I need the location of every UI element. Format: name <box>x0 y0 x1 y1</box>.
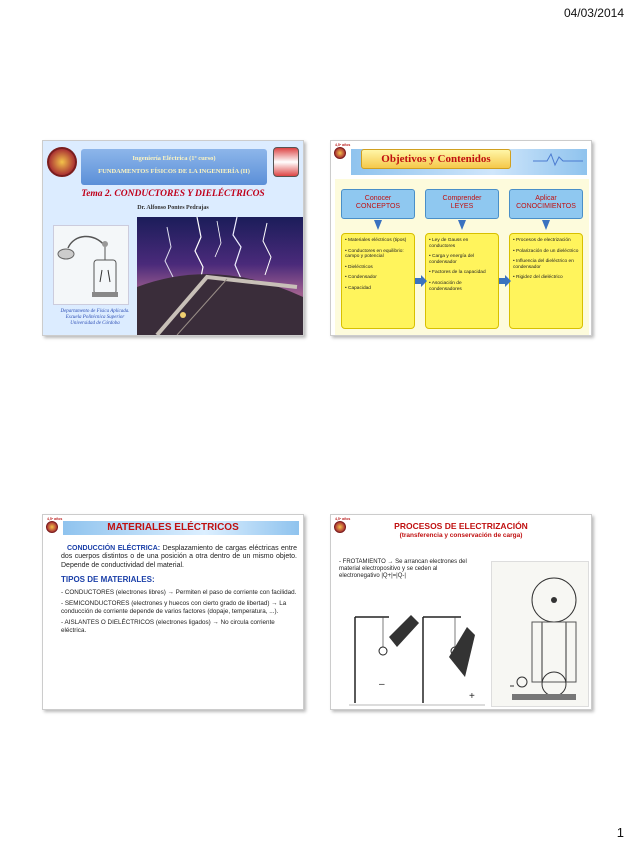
print-date: 04/03/2014 <box>563 6 624 20</box>
definition-paragraph: CONDUCCIÓN ELÉCTRICA: Desplazamiento de cargas eléctricas entre dos cuerpos distintos o de una posición a otra dentro de un mismo objeto. Depende de conductividad del material. <box>61 545 297 569</box>
list-item: • Polarización de un dieléctrico <box>513 248 579 254</box>
arrow-down-icon <box>458 220 466 230</box>
wimshurst-machine-illustration <box>491 561 589 707</box>
heartbeat-icon <box>533 151 583 167</box>
list-item: • Procesos de electrización <box>513 238 571 243</box>
heading-conocimientos: Aplicar CONOCIMIENTOS <box>509 189 583 219</box>
list-item: • Dieléctricos <box>345 264 373 270</box>
svg-text:+: + <box>469 691 475 702</box>
laws-box <box>425 233 499 329</box>
slide-3-materials <box>42 514 304 710</box>
list-item: • Ley de Gauss en conductores <box>429 238 469 249</box>
heading-leyes: Comprender LEYES <box>425 189 499 219</box>
list-item: - AISLANTES O DIELÉCTRICOS (electrones ligados) → No circula corriente eléctrica. <box>61 619 275 634</box>
list-item: • Condensador <box>345 275 377 281</box>
department-info: Departamento de Física Aplicada. Escuela Politécnica Superior Universidad de Córdoba <box>60 309 130 326</box>
slide-body <box>61 545 297 639</box>
friction-text: - FROTAMIENTO → Se arrancan electrones del material electropositivo y se ceden al electronegativo |Q+|=|Q-| <box>339 559 467 580</box>
list-item: - SEMICONDUCTORES (electrones y huecos con cierto grado de libertad) → La conducción de corriente depende de varios factores (dopaje, temperatura, ...). <box>61 600 287 615</box>
knowledge-box <box>509 233 583 329</box>
course-banner <box>81 149 267 185</box>
subheading: TIPOS DE MATERIALES: <box>61 575 155 585</box>
concepts-box <box>341 233 415 329</box>
list-item: • Factores de la capacidad <box>429 270 486 276</box>
page-number: 1 <box>616 825 624 840</box>
list-item: • Carga y energía del condensador <box>429 254 475 265</box>
slide-title: MATERIALES ELÉCTRICOS <box>107 522 239 533</box>
list-item: • Conductores en equilibrio: campo y potencial <box>345 248 404 260</box>
slide-2-objectives <box>330 140 592 336</box>
list-item: • Rigidez del dieléctrico <box>513 275 563 281</box>
heading-conceptos: Conocer CONCEPTOS <box>341 189 415 219</box>
slide-subtitle: (transferencia y conservación de carga) <box>399 532 523 539</box>
subject-name: FUNDAMENTOS FÍSICOS DE LA INGENIERÍA (II) <box>98 168 250 175</box>
arrow-down-icon <box>542 220 550 230</box>
list-item: • Capacidad <box>345 285 371 291</box>
slide-title: PROCESOS DE ELECTRIZACIÓN <box>394 521 528 531</box>
list-item: • Materiales eléctricos (tipos) <box>345 238 407 243</box>
slide-1-title <box>42 140 304 336</box>
arrow-right-icon <box>499 275 511 287</box>
electroscope-illustration <box>53 225 129 305</box>
course-name: Ingeniería Eléctrica (1º curso) <box>132 155 216 162</box>
university-logo-icon: 4,5º años <box>334 144 356 160</box>
university-logo-icon: 4,5º años <box>334 518 356 534</box>
arrow-right-icon <box>415 275 427 287</box>
school-logo-icon <box>273 147 299 177</box>
list-item: • Asociación de condensadores <box>429 280 462 292</box>
slide-title: Objetivos y Contenidos <box>361 149 511 169</box>
university-seal-icon <box>47 147 77 177</box>
slide-4-electrification <box>330 514 592 710</box>
slide-title: Tema 2. CONDUCTORES Y DIELÉCTRICOS <box>81 189 265 199</box>
list-item: - CONDUCTORES (electrones libres) → Permiten el paso de corriente con facilidad. <box>61 588 297 596</box>
arrow-down-icon <box>374 220 382 230</box>
friction-experiment-illustration <box>349 607 485 707</box>
lightning-photo <box>137 217 303 335</box>
university-logo-icon: 4,5º años <box>46 518 68 534</box>
list-item: • Influencia del dieléctrico en condensador <box>513 259 574 270</box>
author: Dr. Alfonso Pontes Pedrajas <box>137 205 209 211</box>
svg-text:–: – <box>379 679 385 690</box>
